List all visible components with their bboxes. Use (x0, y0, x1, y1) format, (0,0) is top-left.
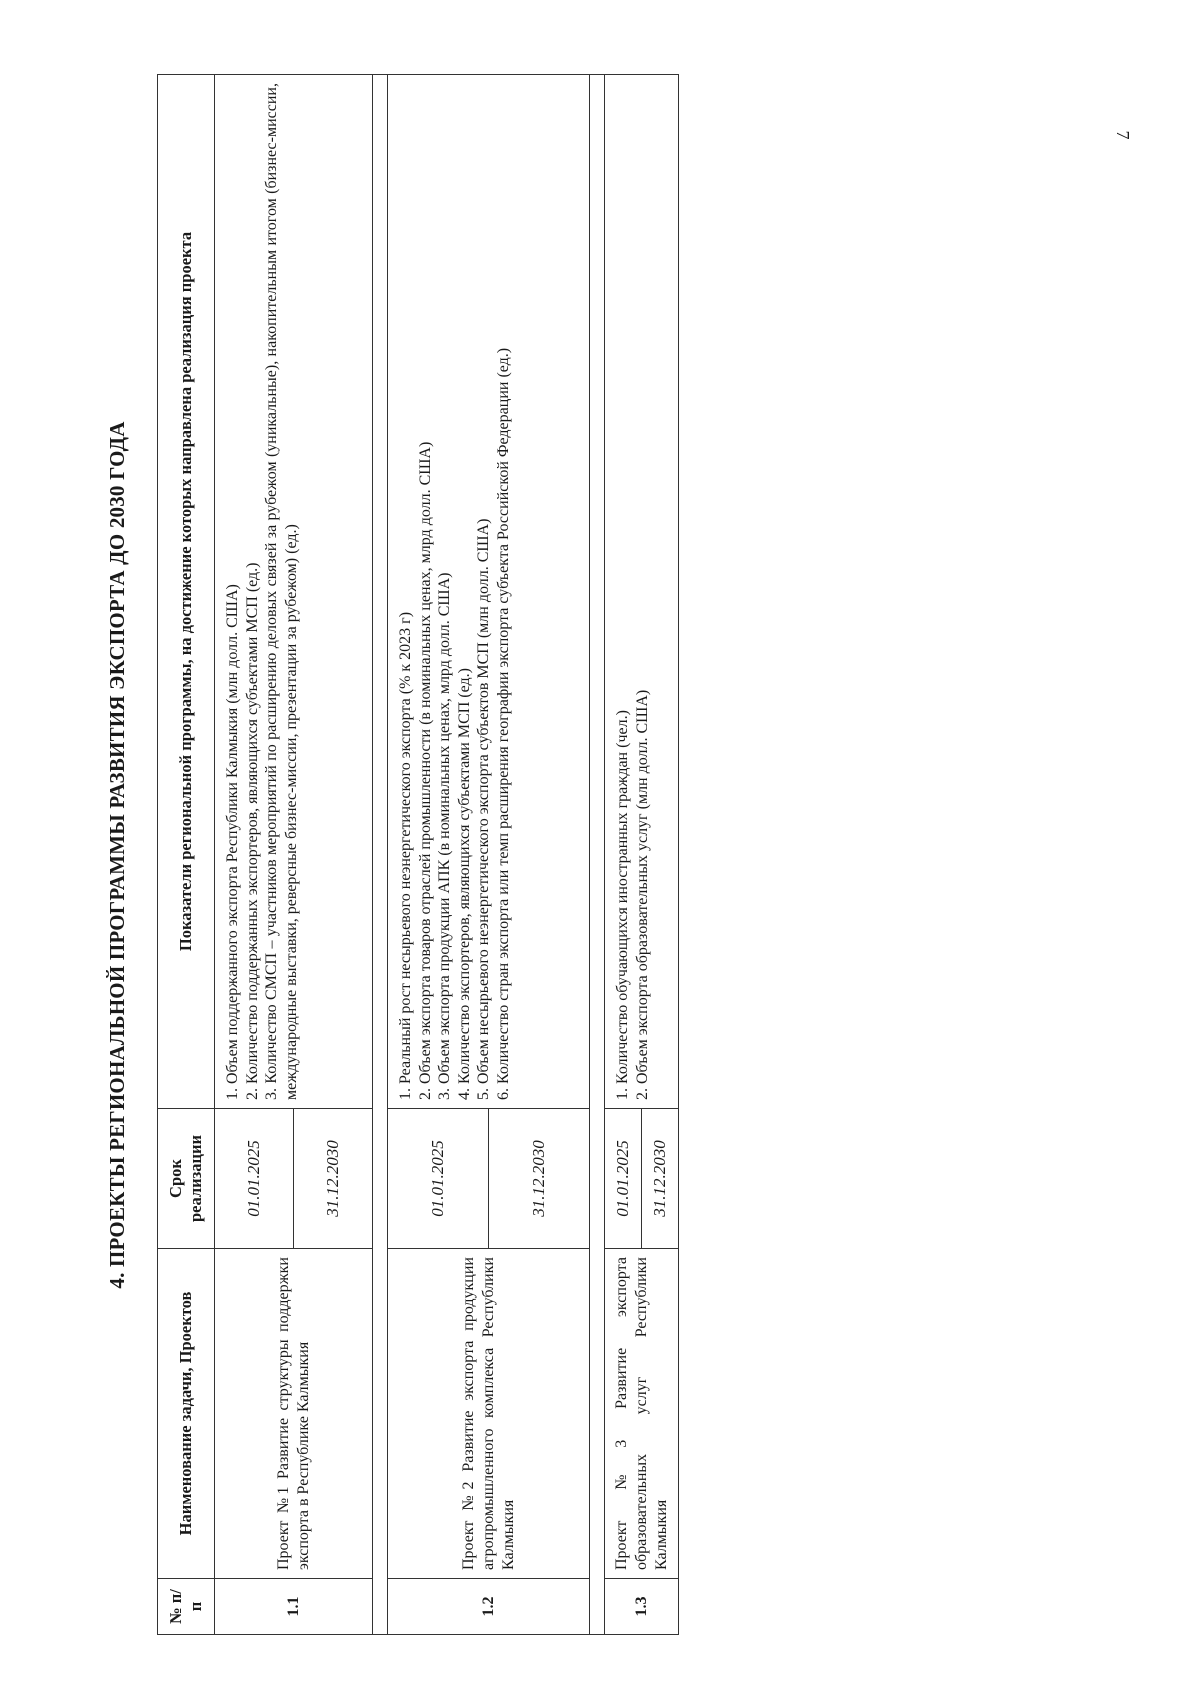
table-header-row (158, 75, 215, 1635)
start-date: 01.01.2025 (388, 1109, 489, 1249)
indicator-item: 2. Объем экспорта товаров отраслей промышленности (в номинальных ценах, млрд долл. США) (416, 441, 434, 1100)
indicator-item: 3. Количество СМСП – участников мероприятий по расширению деловых связей за рубежом (уникальные), накопительным итогом (бизнес-миссии, международные выставки, реверсные бизнес-миссии, презентации за рубежом) (ед.) (263, 83, 300, 1100)
rotated-landscape-content (75, 75, 695, 1635)
indicator-item: 5. Объем несырьевого неэнергетического экспорта субъектов МСП (млн долл. США) (475, 518, 493, 1100)
page-number: 7 (1113, 130, 1133, 140)
indicator-item: 6. Количество стран экспорта или темп расширения географии экспорта субъекта Российской Федерации (ед.) (494, 347, 512, 1100)
project-name: Проект №2 Развитие экспорта продукции агропромышленного комплекса Республики Калмыкия (388, 1249, 590, 1579)
header-name: Наименование задачи, Проектов (158, 1249, 215, 1579)
header-term: Срок реализации (158, 1109, 215, 1249)
row-number: 1.1 (215, 1579, 373, 1635)
project-name: Проект №3 Развитие экспорта образовательных услуг Республики Калмыкия (605, 1249, 679, 1579)
table-row (388, 75, 489, 1635)
projects-table (157, 74, 679, 1635)
end-date: 31.12.2030 (294, 1109, 373, 1249)
indicator-item: 2. Объем экспорта образовательных услуг (млн долл. США) (633, 689, 651, 1100)
indicator-item: 4. Количество экспортеров, являющихся субъектами МСП (ед.) (455, 668, 473, 1100)
indicator-item: 1. Реальный рост несырьевого неэнергетического экспорта (% к 2023 г) (397, 611, 415, 1100)
row-number: 1.3 (605, 1579, 679, 1635)
indicator-item: 3. Объем экспорта продукции АПК (в номинальных ценах, млрд долл. США) (436, 572, 454, 1100)
section-title: 4. ПРОЕКТЫ РЕГИОНАЛЬНОЙ ПРОГРАММЫ РАЗВИТИЯ ЭКСПОРТА ДО 2030 ГОДА (105, 421, 129, 1289)
indicator-item: 1. Количество обучающихся иностранных граждан (чел.) (614, 710, 632, 1100)
header-num: № п/п (158, 1579, 215, 1635)
indicator-item: 1. Объем поддержанного экспорта Республики Калмыкия (млн долл. США) (224, 584, 242, 1100)
table-row (605, 75, 642, 1635)
start-date: 01.01.2025 (215, 1109, 294, 1249)
indicators-cell (215, 75, 373, 1109)
end-date: 31.12.2030 (489, 1109, 590, 1249)
indicators-cell (388, 75, 590, 1109)
project-name: Проект №1 Развитие структуры поддержки экспорта в Республике Калмыкия (215, 1249, 373, 1579)
header-indicators: Показатели региональной программы, на достижение которых направлена реализация проекта (158, 75, 215, 1109)
table-row (215, 75, 294, 1635)
indicators-cell (605, 75, 679, 1109)
indicator-item: 2. Количество поддержанных экспортеров, являющихся субъектами МСП (ед.) (243, 562, 261, 1100)
row-number: 1.2 (388, 1579, 590, 1635)
end-date: 31.12.2030 (642, 1109, 679, 1249)
start-date: 01.01.2025 (605, 1109, 642, 1249)
